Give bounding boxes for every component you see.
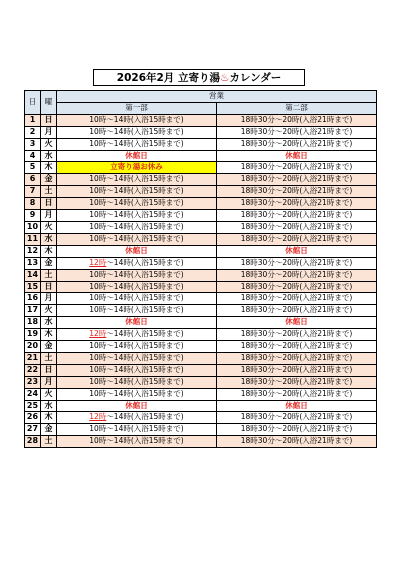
part2-cell: 18時30分～20時(入浴21時まで) [217,269,377,281]
day-cell: 3 [25,138,41,150]
part1-cell: 10時～14時(入浴15時まで) [57,376,217,388]
day-cell: 23 [25,376,41,388]
part1-cell: 10時～14時(入浴15時まで) [57,341,217,353]
day-cell: 8 [25,198,41,210]
part2-cell: 18時30分～20時(入浴21時まで) [217,305,377,317]
calendar-row [25,114,377,126]
weekday-cell: 月 [41,210,57,222]
part1-text: ～14時(入浴15時まで) [106,412,184,422]
calendar-row [25,162,377,174]
day-cell: 1 [25,114,41,126]
weekday-cell: 土 [41,352,57,364]
calendar-row [25,198,377,210]
day-cell: 12 [25,245,41,257]
part1-cell: 休館日 [57,317,217,329]
part1-cell: 10時～14時(入浴15時まで) [57,210,217,222]
part2-cell: 18時30分～20時(入浴21時まで) [217,186,377,198]
header-weekday: 曜 [41,91,57,115]
calendar-body [25,114,377,447]
weekday-cell: 金 [41,174,57,186]
calendar-row [25,126,377,138]
calendar-row [25,210,377,222]
weekday-cell: 木 [41,329,57,341]
calendar-title [93,69,305,86]
part1-cell: 10時～14時(入浴15時まで) [57,198,217,210]
weekday-cell: 木 [41,412,57,424]
part2-cell: 18時30分～20時(入浴21時まで) [217,281,377,293]
calendar-row [25,245,377,257]
weekday-cell: 木 [41,162,57,174]
calendar-row [25,281,377,293]
part2-cell: 18時30分～20時(入浴21時まで) [217,424,377,436]
calendar-row [25,293,377,305]
changed-start-time: 12時 [89,257,107,267]
part2-cell: 18時30分～20時(入浴21時まで) [217,388,377,400]
part2-cell: 18時30分～20時(入浴21時まで) [217,114,377,126]
part2-cell: 18時30分～20時(入浴21時まで) [217,138,377,150]
part2-cell: 休館日 [217,317,377,329]
part1-cell [57,329,217,341]
header-part2: 第二部 [217,102,377,114]
calendar-row [25,317,377,329]
calendar-row [25,329,377,341]
day-cell: 14 [25,269,41,281]
part2-cell: 18時30分～20時(入浴21時まで) [217,233,377,245]
day-cell: 9 [25,210,41,222]
calendar-row [25,150,377,162]
part2-cell: 18時30分～20時(入浴21時まで) [217,257,377,269]
weekday-cell: 土 [41,186,57,198]
calendar-row [25,376,377,388]
calendar-row [25,412,377,424]
day-cell: 17 [25,305,41,317]
header-business: 営業 [57,91,377,103]
part1-cell: 立寄り湯お休み [57,162,217,174]
day-cell: 25 [25,400,41,412]
weekday-cell: 火 [41,221,57,233]
part1-text: ～14時(入浴15時まで) [106,257,184,267]
part2-cell: 休館日 [217,400,377,412]
part1-cell: 10時～14時(入浴15時まで) [57,233,217,245]
part1-cell: 10時～14時(入浴15時まで) [57,436,217,448]
part2-cell: 18時30分～20時(入浴21時まで) [217,341,377,353]
day-cell: 24 [25,388,41,400]
day-cell: 21 [25,352,41,364]
weekday-cell: 火 [41,138,57,150]
part1-cell: 休館日 [57,400,217,412]
calendar-row [25,352,377,364]
part1-cell: 10時～14時(入浴15時まで) [57,352,217,364]
part1-cell [57,257,217,269]
part1-cell: 10時～14時(入浴15時まで) [57,305,217,317]
weekday-cell: 火 [41,388,57,400]
day-cell: 7 [25,186,41,198]
part1-cell: 10時～14時(入浴15時まで) [57,424,217,436]
title-suffix: カレンダー [229,72,282,84]
part2-cell: 18時30分～20時(入浴21時まで) [217,436,377,448]
part1-cell: 10時～14時(入浴15時まで) [57,138,217,150]
day-cell: 16 [25,293,41,305]
part2-cell: 18時30分～20時(入浴21時まで) [217,293,377,305]
part2-cell: 18時30分～20時(入浴21時まで) [217,126,377,138]
part1-cell: 10時～14時(入浴15時まで) [57,174,217,186]
day-cell: 19 [25,329,41,341]
day-cell: 5 [25,162,41,174]
calendar-row [25,400,377,412]
day-cell: 20 [25,341,41,353]
weekday-cell: 土 [41,269,57,281]
calendar-row [25,305,377,317]
part1-cell: 10時～14時(入浴15時まで) [57,126,217,138]
part1-cell: 10時～14時(入浴15時まで) [57,221,217,233]
calendar-row [25,221,377,233]
part1-cell: 10時～14時(入浴15時まで) [57,186,217,198]
part2-cell: 休館日 [217,150,377,162]
part1-cell: 休館日 [57,245,217,257]
part2-cell: 18時30分～20時(入浴21時まで) [217,221,377,233]
weekday-cell: 日 [41,198,57,210]
day-cell: 2 [25,126,41,138]
part1-cell: 10時～14時(入浴15時まで) [57,269,217,281]
day-cell: 13 [25,257,41,269]
calendar-row [25,233,377,245]
calendar-row [25,174,377,186]
calendar-row [25,138,377,150]
calendar-row [25,341,377,353]
weekday-cell: 日 [41,364,57,376]
day-cell: 28 [25,436,41,448]
part1-text: ～14時(入浴15時まで) [106,329,184,339]
part1-cell: 10時～14時(入浴15時まで) [57,388,217,400]
day-cell: 4 [25,150,41,162]
part2-cell: 18時30分～20時(入浴21時まで) [217,210,377,222]
part1-cell: 休館日 [57,150,217,162]
weekday-cell: 土 [41,436,57,448]
weekday-cell: 水 [41,233,57,245]
calendar-row [25,364,377,376]
part1-cell [57,412,217,424]
part1-cell: 10時～14時(入浴15時まで) [57,114,217,126]
part2-cell: 18時30分～20時(入浴21時まで) [217,198,377,210]
day-cell: 11 [25,233,41,245]
part2-cell: 18時30分～20時(入浴21時まで) [217,364,377,376]
part1-cell: 10時～14時(入浴15時まで) [57,293,217,305]
weekday-cell: 月 [41,376,57,388]
day-cell: 15 [25,281,41,293]
changed-start-time: 12時 [89,329,107,339]
part1-cell: 10時～14時(入浴15時まで) [57,281,217,293]
calendar-row [25,424,377,436]
part2-cell: 18時30分～20時(入浴21時まで) [217,174,377,186]
day-cell: 22 [25,364,41,376]
part2-cell: 休館日 [217,245,377,257]
part2-cell: 18時30分～20時(入浴21時まで) [217,352,377,364]
weekday-cell: 金 [41,257,57,269]
changed-start-time: 12時 [89,412,107,422]
calendar-table [24,90,377,448]
weekday-cell: 金 [41,341,57,353]
part1-cell: 10時～14時(入浴15時まで) [57,364,217,376]
calendar-row [25,269,377,281]
day-cell: 18 [25,317,41,329]
calendar-row [25,436,377,448]
calendar-row [25,186,377,198]
weekday-cell: 日 [41,114,57,126]
part2-cell: 18時30分～20時(入浴21時まで) [217,376,377,388]
calendar-row [25,257,377,269]
weekday-cell: 水 [41,150,57,162]
day-cell: 10 [25,221,41,233]
weekday-cell: 金 [41,424,57,436]
weekday-cell: 水 [41,400,57,412]
weekday-cell: 月 [41,293,57,305]
day-cell: 6 [25,174,41,186]
header-part1: 第一部 [57,102,217,114]
day-cell: 26 [25,412,41,424]
part2-cell: 18時30分～20時(入浴21時まで) [217,329,377,341]
hot-spring-icon: ♨ [219,71,230,84]
weekday-cell: 日 [41,281,57,293]
calendar-row [25,388,377,400]
part2-cell: 18時30分～20時(入浴21時まで) [217,162,377,174]
header-day: 日 [25,91,41,115]
weekday-cell: 水 [41,317,57,329]
part2-cell: 18時30分～20時(入浴21時まで) [217,412,377,424]
weekday-cell: 火 [41,305,57,317]
weekday-cell: 月 [41,126,57,138]
weekday-cell: 木 [41,245,57,257]
day-cell: 27 [25,424,41,436]
title-text: 2026年2月 立寄り湯 [116,72,220,84]
